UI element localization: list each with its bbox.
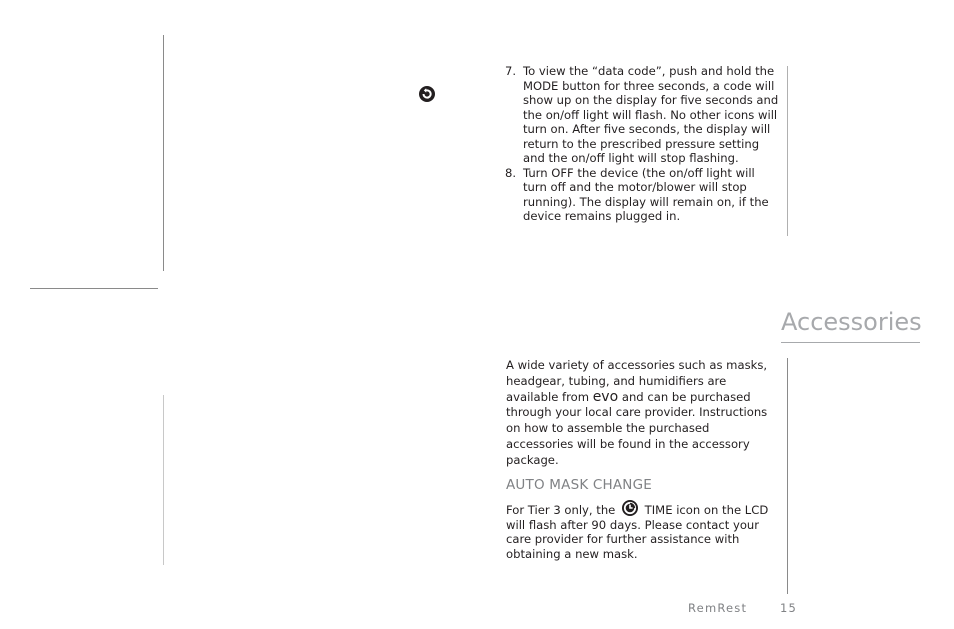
list-item-number: 8. xyxy=(505,165,517,180)
footer-brand: RemRest xyxy=(688,601,748,615)
list-item-number: 7. xyxy=(505,64,517,78)
heading-underline xyxy=(781,342,920,343)
auto-mask-paragraph xyxy=(506,499,781,561)
left-page-vertical-rule-bottom xyxy=(163,395,164,565)
accessories-paragraph xyxy=(506,358,778,469)
list-item xyxy=(505,166,780,224)
evo-brand-name: evo xyxy=(592,388,619,405)
section-heading-accessories: Accessories xyxy=(781,308,922,336)
auto-mask-text-after: TIME icon on the LCD will flash after 90 days. Please contact your care provider for further assistance with obtaining a new mask. xyxy=(506,503,769,561)
auto-mask-text-before: For Tier 3 only, the xyxy=(506,503,619,517)
right-margin-rule-bottom xyxy=(787,358,788,594)
page-number: 15 xyxy=(780,601,798,615)
accessories-text-before: A wide variety of accessories such as masks, headgear, tubing, and humidifiers are available from xyxy=(506,358,768,404)
auto-mask-change-heading: AUTO MASK CHANGE xyxy=(506,477,652,493)
list-item-text: To view the “data code”, push and hold the MODE button for three seconds, a code will show up on the display for five seconds and the on/off light will flash. No other icons will turn on. After five seconds, the display will return to the prescribed pressure setting and the on/off light will stop flashing. xyxy=(523,64,779,165)
mode-icon xyxy=(418,85,436,103)
list-item-text: Turn OFF the device (the on/off light will turn off and the motor/blower will stop running). The display will remain on, if the device remains plugged in. xyxy=(523,165,769,223)
left-page-vertical-rule-top xyxy=(163,35,164,271)
instruction-list xyxy=(505,64,780,224)
list-item xyxy=(505,64,780,166)
left-page-horizontal-rule xyxy=(30,288,158,289)
accessories-text-after: and can be purchased through your local care provider. Instructions on how to assemble the purchased accessories will be found in the accessory package. xyxy=(506,389,768,467)
right-margin-rule-top xyxy=(787,66,788,236)
time-icon xyxy=(621,499,639,517)
